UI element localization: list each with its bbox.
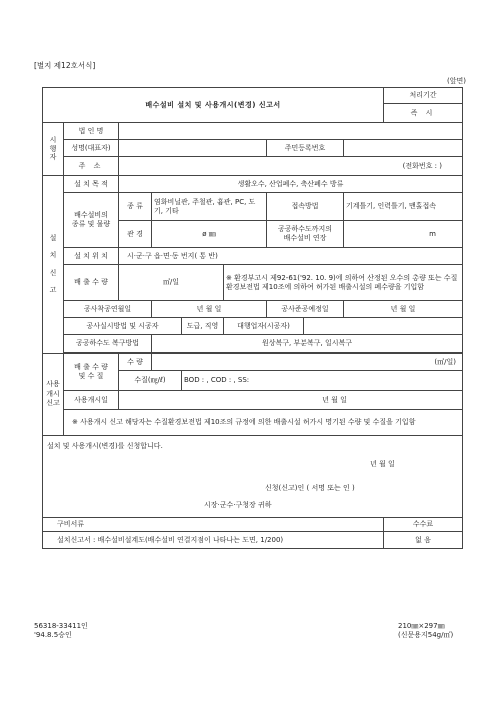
usage-note: ※ 사용개시 신고 해당자는 수질환경보전법 제10조의 규정에 의한 배출시설 허가시 명기된 수량 및 수질을 기입함 — [64, 410, 463, 436]
representative-name-field[interactable] — [119, 140, 267, 157]
construction-end-value[interactable]: 년 월 일 — [344, 301, 463, 318]
drain-length-value[interactable]: m — [344, 221, 463, 248]
construction-method-label: 공사실시방법 및 시공자 — [64, 318, 182, 335]
phone-label: (전화번호 : ) — [402, 161, 442, 170]
pipe-diameter-label: 관 경 — [119, 221, 152, 248]
quantity-label: 수 량 — [119, 354, 152, 371]
corp-name-label: 법 인 명 — [64, 123, 119, 140]
install-section-label: 설 치 신 고 — [43, 176, 64, 354]
drain-length-label: 공공하수도까지의 배수설비 연장 — [267, 221, 344, 248]
construction-method-value: 도급, 직영 — [182, 318, 224, 335]
pipe-diameter-value[interactable]: ø ㎜ — [152, 221, 267, 248]
address-label: 주 소 — [64, 157, 119, 176]
water-quality-label: 수질(㎎/ℓ) — [119, 371, 182, 391]
discharge-quantity-quality-label: 배 출 수 량 및 수 질 — [64, 354, 119, 391]
install-purpose-label: 설 치 목 적 — [64, 176, 119, 193]
usage-start-label: 사용개시일 — [64, 391, 119, 410]
drain-type-quantity-label: 배수설비의 종류 및 물량 — [64, 193, 119, 248]
install-location-label: 설 치 위 치 — [64, 248, 119, 265]
declaration-date[interactable]: 년 월 일 — [370, 460, 395, 468]
discharge-volume-label: 배 출 수 량 — [64, 265, 119, 301]
declaration-text: 설치 및 사용개시(변경)를 신청합니다. — [47, 442, 163, 450]
required-documents-label: 구비서류 — [43, 518, 384, 532]
contractor-field[interactable] — [304, 318, 463, 335]
usage-start-value[interactable]: 년 월 일 — [119, 391, 463, 410]
fee-label: 수수료 — [384, 518, 463, 532]
front-side-label: (앞면) — [447, 77, 466, 85]
pipe-kind-label: 종 류 — [119, 193, 152, 221]
declaration-block — [43, 436, 463, 518]
processing-period-value: 즉 시 — [384, 104, 463, 123]
paper-size: 210㎜×297㎜ — [398, 622, 445, 630]
applicant-signature[interactable]: 신청(신고)인 ( 서명 또는 인 ) — [265, 484, 355, 492]
connect-method-value: 기계틀기, 인력틀기, 맨홀접속 — [344, 193, 463, 221]
report-form — [42, 87, 463, 549]
form-number-label: [별지 제12호서식] — [34, 61, 96, 70]
resident-number-field[interactable] — [344, 140, 463, 157]
address-field[interactable] — [119, 157, 463, 176]
approval-number: 56318-33411인 — [34, 622, 88, 630]
usage-section-label: 사용 개시 신고 — [43, 354, 64, 436]
fee-value: 없 음 — [384, 532, 463, 549]
discharge-note: ※ 환경부고시 제92-61('92. 10. 9)에 의하여 산정된 오수의 총량 또는 수질환경보전법 제10조에 의하여 허가된 배출시설의 폐수량을 기입함 — [224, 265, 463, 301]
sewer-restore-value: 원상복구, 부분복구, 일시복구 — [152, 335, 463, 353]
resident-number-label: 주민등록번호 — [267, 140, 344, 157]
pipe-kind-value: 염화비닐관, 주철관, 흄관, PC, 도기, 기타 — [152, 193, 267, 221]
applicant-section-label: 시 행 자 — [43, 123, 64, 176]
connect-method-label: 접속방법 — [267, 193, 344, 221]
contractor-label: 대행업자(시공자) — [224, 318, 304, 335]
water-quality-value[interactable]: BOD : , COD : , SS: — [182, 371, 463, 391]
processing-period-label: 처리기간 — [384, 88, 463, 104]
form-title: 배수설비 설치 및 사용개시(변경) 신고서 — [43, 88, 384, 123]
corp-name-field[interactable] — [119, 123, 463, 140]
approval-date: '94.8.5승인 — [34, 631, 72, 639]
discharge-volume-value[interactable]: ㎥/일 — [119, 265, 224, 301]
construction-end-label: 공사준공예정일 — [267, 301, 344, 318]
representative-name-label: 성명(대표자) — [64, 140, 119, 157]
recipient: 시장·군수·구청장 귀하 — [204, 501, 272, 509]
sewer-restore-label: 공공하수도 복구방법 — [64, 335, 152, 353]
required-documents-item: 설치신고서 : 배수설비설계도(배수설비 연결지점이 나타나는 도면, 1/200) — [43, 532, 384, 549]
quantity-value[interactable]: (㎥/일) — [152, 354, 463, 371]
paper-type: (신문용지54g/㎡) — [398, 631, 454, 639]
install-purpose-value: 생활오수, 산업폐수, 축산폐수 방류 — [119, 176, 463, 193]
construction-start-value[interactable]: 년 월 일 — [152, 301, 267, 318]
install-location-value[interactable]: 시·군·구 읍·면·동 번지( 통 반) — [119, 248, 463, 265]
construction-start-label: 공사착공연월일 — [64, 301, 152, 318]
